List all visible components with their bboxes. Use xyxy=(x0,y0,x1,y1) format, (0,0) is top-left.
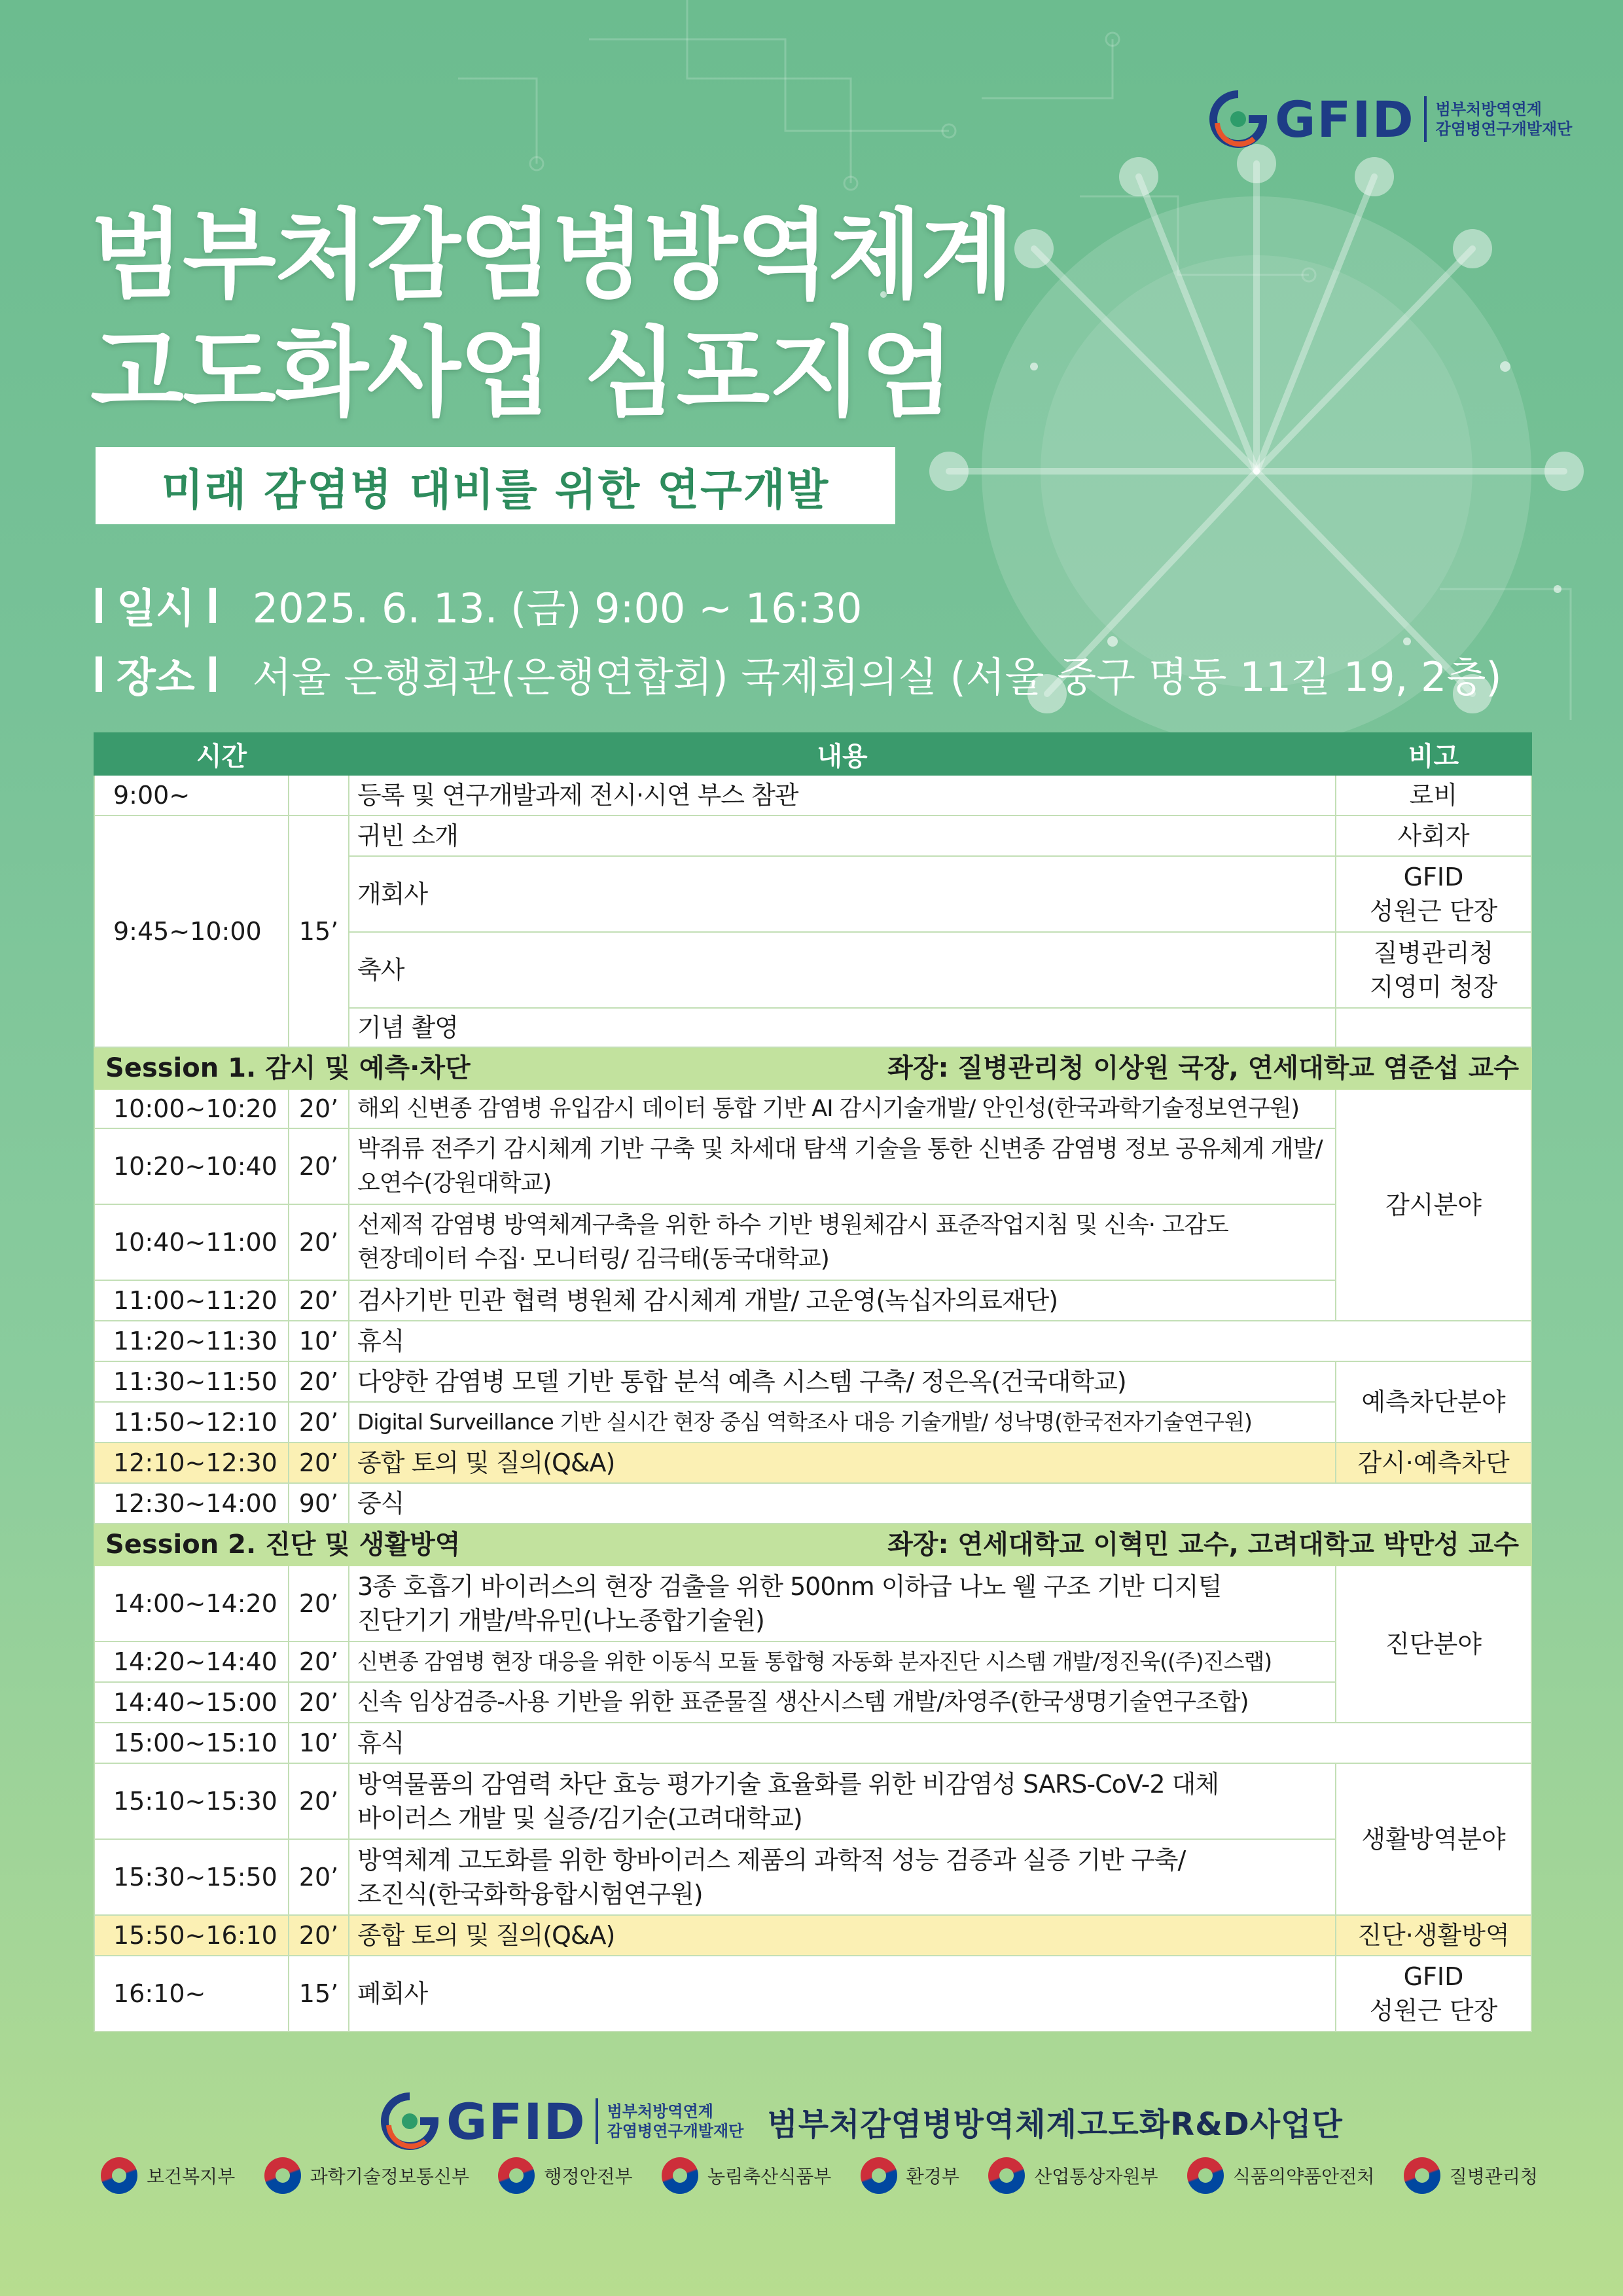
duration-cell: 20’ xyxy=(289,1402,349,1443)
ministry-name: 질병관리청 xyxy=(1449,2166,1538,2187)
date-info xyxy=(96,576,862,634)
time-cell: 10:00~10:20 xyxy=(94,1089,289,1128)
duration-cell: 10’ xyxy=(289,1321,349,1361)
content-cell: 신속 임상검증-사용 기반을 위한 표준물질 생산시스템 개발/차영주(한국생명기술연구조합) xyxy=(349,1682,1336,1723)
taeguk-emblem-icon xyxy=(861,2157,897,2194)
gfid-swirl-icon xyxy=(1208,89,1268,149)
content-line1: 3종 호흡기 바이러스의 현장 검출을 위한 500nm 이하급 나노 웰 구조 기반 디지털 xyxy=(357,1572,1222,1601)
session1-header xyxy=(94,1047,1531,1089)
logo-sub-line2: 감염병연구개발재단 xyxy=(1435,120,1573,138)
logo-subtext xyxy=(1436,99,1573,139)
ministry-name: 환경부 xyxy=(906,2166,959,2187)
place-label: 장소 xyxy=(116,653,195,701)
logo-sub-line1: 범부처방역연계 xyxy=(1435,100,1542,118)
ministry-item xyxy=(1395,2157,1538,2194)
logo-wordmark: GFID xyxy=(446,2092,586,2151)
header-note: 비고 xyxy=(1336,733,1531,775)
content-line1: 방역물품의 감염력 차단 효능 평가기술 효율화를 위한 비감염성 SARS-CoV-2 대체 xyxy=(357,1770,1219,1799)
time-cell: 12:10~12:30 xyxy=(94,1443,289,1483)
date-label: 일시 xyxy=(116,584,195,632)
duration-cell: 20’ xyxy=(289,1089,349,1128)
taeguk-emblem-icon xyxy=(1187,2157,1224,2194)
duration-cell: 20’ xyxy=(289,1682,349,1723)
table-row-qa xyxy=(94,1443,1531,1483)
content-cell xyxy=(349,1839,1336,1915)
duration-cell: 20’ xyxy=(289,1915,349,1956)
time-cell: 10:20~10:40 xyxy=(94,1128,289,1204)
note-cell: 진단분야 xyxy=(1336,1566,1531,1723)
logo-subtext xyxy=(607,2102,744,2141)
duration-cell: 15’ xyxy=(289,816,349,1047)
duration-cell: 10’ xyxy=(289,1723,349,1763)
table-row xyxy=(94,1956,1531,2032)
table-row xyxy=(94,1641,1531,1682)
ministry-item xyxy=(652,2157,831,2194)
note-cell: 진단·생활방역 xyxy=(1336,1915,1531,1956)
date-value: 2025. 6. 13. (금) 9:00 ~ 16:30 xyxy=(252,584,863,632)
label-bar xyxy=(209,588,216,623)
ministry-item xyxy=(1178,2157,1374,2194)
content-line1: 선제적 감염병 방역체계구축을 위한 하수 기반 병원체감시 표준작업지침 및 신속· 고감도 xyxy=(357,1211,1228,1238)
content-cell: 해외 신변종 감염병 유입감시 데이터 통합 기반 AI 감시기술개발/ 안인성(한국과학기술정보연구원) xyxy=(349,1089,1336,1128)
note-cell: 감시·예측차단 xyxy=(1336,1443,1531,1483)
ministry-name: 식품의약품안전처 xyxy=(1232,2166,1375,2187)
label-bar xyxy=(96,588,102,623)
content-line2: 오연수(강원대학교) xyxy=(357,1170,552,1196)
table-row xyxy=(94,1128,1531,1204)
content-line2: 조진식(한국화학융합시험연구원) xyxy=(357,1880,703,1909)
ministry-name: 행정안전부 xyxy=(544,2166,633,2187)
ministry-item xyxy=(92,2157,235,2194)
note-cell xyxy=(1336,1956,1531,2032)
table-row xyxy=(94,1204,1531,1280)
taeguk-emblem-icon xyxy=(1404,2157,1440,2194)
header-content: 내용 xyxy=(349,733,1336,775)
duration-cell: 20’ xyxy=(289,1280,349,1321)
table-header-row xyxy=(94,733,1531,775)
logo-wordmark: GFID xyxy=(1275,90,1415,149)
gfid-swirl-icon xyxy=(380,2091,440,2151)
main-title xyxy=(90,196,1013,432)
place-info xyxy=(96,645,1502,703)
subtitle-banner xyxy=(96,447,895,524)
header-time: 시간 xyxy=(94,733,349,775)
duration-cell xyxy=(289,775,349,816)
content-cell: 축사 xyxy=(349,932,1336,1008)
taeguk-emblem-icon xyxy=(988,2157,1025,2194)
note-line1: GFID xyxy=(1403,1962,1464,1991)
table-row xyxy=(94,1763,1531,1839)
time-cell: 10:40~11:00 xyxy=(94,1204,289,1280)
note-cell: 예측차단분야 xyxy=(1336,1361,1531,1443)
subtitle-text: 미래 감염병 대비를 위한 연구개발 xyxy=(161,464,830,515)
time-cell: 15:30~15:50 xyxy=(94,1839,289,1915)
content-line1: 박쥐류 전주기 감시체계 기반 구축 및 차세대 탐색 기술을 통한 신변종 감염병 정보 공유체계 개발/ xyxy=(357,1136,1323,1162)
note-cell: 감시분야 xyxy=(1336,1089,1531,1321)
title-line1: 범부처감염병방역체계 xyxy=(90,199,1013,312)
logo-sub-line1: 범부처방역연계 xyxy=(607,2102,713,2121)
note-cell: 생활방역분야 xyxy=(1336,1763,1531,1915)
ministry-item xyxy=(255,2157,469,2194)
content-cell: 중식 xyxy=(349,1483,1531,1524)
duration-cell: 15’ xyxy=(289,1956,349,2032)
ministry-name: 농림축산식품부 xyxy=(707,2166,832,2187)
note-line2: 성원근 단장 xyxy=(1369,897,1498,925)
duration-cell: 20’ xyxy=(289,1839,349,1915)
content-line2: 현장데이터 수집· 모니터링/ 김극태(동국대학교) xyxy=(357,1246,829,1272)
content-cell xyxy=(349,1128,1336,1204)
logo-sub-line2: 감염병연구개발재단 xyxy=(607,2122,744,2140)
content-cell: 다양한 감염병 모델 기반 통합 분석 예측 시스템 구축/ 정은옥(건국대학교) xyxy=(349,1361,1336,1402)
content-cell: 신변종 감염병 현장 대응을 위한 이동식 모듈 통합형 자동화 분자진단 시스템 개발/정진욱((주)진스랩) xyxy=(349,1641,1336,1682)
content-cell: 폐회사 xyxy=(349,1956,1336,2032)
content-cell: 검사기반 민관 협력 병원체 감시체계 개발/ 고운영(녹십자의료재단) xyxy=(349,1280,1336,1321)
table-row xyxy=(94,1089,1531,1128)
ministry-name: 보건복지부 xyxy=(147,2166,236,2187)
note-cell: 사회자 xyxy=(1336,816,1531,856)
table-row xyxy=(94,1566,1531,1641)
note-cell: 로비 xyxy=(1336,775,1531,816)
note-cell xyxy=(1336,932,1531,1008)
schedule-table xyxy=(94,732,1532,2032)
logo-divider xyxy=(1424,96,1427,142)
duration-cell: 20’ xyxy=(289,1641,349,1682)
ministry-item xyxy=(851,2157,959,2194)
taeguk-emblem-icon xyxy=(498,2157,535,2194)
taeguk-emblem-icon xyxy=(264,2157,301,2194)
session-band xyxy=(94,1524,1531,1566)
table-row xyxy=(94,1723,1531,1763)
content-line1: 방역체계 고도화를 위한 항바이러스 제품의 과학적 성능 검증과 실증 기반 구축/ xyxy=(357,1846,1186,1874)
title-line2: 고도화사업 심포지엄 xyxy=(90,317,954,429)
duration-cell: 20’ xyxy=(289,1361,349,1402)
time-cell: 16:10~ xyxy=(94,1956,289,2032)
duration-cell: 20’ xyxy=(289,1204,349,1280)
session-chair: 좌장: 연세대학교 이혁민 교수, 고려대학교 박만성 교수 xyxy=(887,1530,1519,1560)
content-cell: 휴식 xyxy=(349,1321,1531,1361)
table-row xyxy=(94,1402,1531,1443)
time-cell: 12:30~14:00 xyxy=(94,1483,289,1524)
ministry-name: 과학기술정보통신부 xyxy=(310,2166,470,2187)
table-row xyxy=(94,1839,1531,1915)
organizer-name: 범부처감염병방역체계고도화R&D사업단 xyxy=(767,2106,1343,2143)
content-cell xyxy=(349,1204,1336,1280)
content-cell: 휴식 xyxy=(349,1723,1531,1763)
time-cell: 14:40~15:00 xyxy=(94,1682,289,1723)
session-band xyxy=(94,1047,1531,1089)
time-cell: 14:00~14:20 xyxy=(94,1566,289,1641)
content-cell: 종합 토의 및 질의(Q&A) xyxy=(349,1915,1336,1956)
duration-cell: 20’ xyxy=(289,1128,349,1204)
time-cell: 11:20~11:30 xyxy=(94,1321,289,1361)
time-cell: 11:00~11:20 xyxy=(94,1280,289,1321)
content-cell: 귀빈 소개 xyxy=(349,816,1336,856)
duration-cell: 20’ xyxy=(289,1763,349,1839)
content-cell xyxy=(349,1566,1336,1641)
time-cell: 9:00~ xyxy=(94,775,289,816)
session-title: Session 2. 진단 및 생활방역 xyxy=(105,1530,461,1560)
place-value: 서울 은행회관(은행연합회) 국제회의실 (서울 중구 명동 11길 19, 2층) xyxy=(252,653,1502,701)
time-cell: 15:10~15:30 xyxy=(94,1763,289,1839)
note-line2: 지영미 청장 xyxy=(1369,973,1498,1001)
content-line2: 진단기기 개발/박유민(나노종합기술원) xyxy=(357,1606,764,1635)
duration-cell: 90’ xyxy=(289,1483,349,1524)
gfid-logo xyxy=(1208,89,1572,149)
content-cell: 등록 및 연구개발과제 전시·시연 부스 참관 xyxy=(349,775,1336,816)
time-cell: 15:50~16:10 xyxy=(94,1915,289,1956)
time-cell: 14:20~14:40 xyxy=(94,1641,289,1682)
table-row xyxy=(94,1483,1531,1524)
ministry-item xyxy=(979,2157,1158,2194)
note-cell xyxy=(1336,856,1531,932)
table-row xyxy=(94,1321,1531,1361)
session2-header xyxy=(94,1524,1531,1566)
note-cell xyxy=(1336,1008,1531,1047)
table-row xyxy=(94,1361,1531,1402)
content-cell: 종합 토의 및 질의(Q&A) xyxy=(349,1443,1336,1483)
note-line2: 성원근 단장 xyxy=(1369,1996,1498,2025)
ministry-item xyxy=(489,2157,632,2194)
label-bar xyxy=(209,656,216,692)
logo-divider xyxy=(596,2098,598,2144)
table-row xyxy=(94,1682,1531,1723)
table-row xyxy=(94,816,1531,856)
table-row xyxy=(94,775,1531,816)
duration-cell: 20’ xyxy=(289,1566,349,1641)
note-line1: GFID xyxy=(1403,863,1464,891)
session-chair: 좌장: 질병관리청 이상원 국장, 연세대학교 염준섭 교수 xyxy=(887,1053,1519,1083)
note-line1: 질병관리청 xyxy=(1373,939,1494,967)
time-cell: 15:00~15:10 xyxy=(94,1723,289,1763)
content-cell: 기념 촬영 xyxy=(349,1008,1336,1047)
content-line2: 바이러스 개발 및 실증/김기순(고려대학교) xyxy=(357,1804,802,1833)
duration-cell: 20’ xyxy=(289,1443,349,1483)
time-cell: 9:45~10:00 xyxy=(94,816,289,1047)
label-bar xyxy=(96,656,102,692)
footer-gfid-logo xyxy=(380,2091,743,2151)
taeguk-emblem-icon xyxy=(662,2157,698,2194)
time-cell: 11:50~12:10 xyxy=(94,1402,289,1443)
time-cell: 11:30~11:50 xyxy=(94,1361,289,1402)
footer-organizer xyxy=(380,2091,1343,2151)
content-cell xyxy=(349,1763,1336,1839)
session-title: Session 1. 감시 및 예측·차단 xyxy=(105,1053,471,1083)
table-row-qa xyxy=(94,1915,1531,1956)
taeguk-emblem-icon xyxy=(101,2157,137,2194)
table-row xyxy=(94,1280,1531,1321)
content-cell: Digital Surveillance 기반 실시간 현장 중심 역학조사 대응 기술개발/ 성낙명(한국전자기술연구원) xyxy=(349,1402,1336,1443)
ministry-name: 산업통상자원부 xyxy=(1034,2166,1158,2187)
content-cell: 개회사 xyxy=(349,856,1336,932)
ministry-list xyxy=(92,2157,1538,2194)
